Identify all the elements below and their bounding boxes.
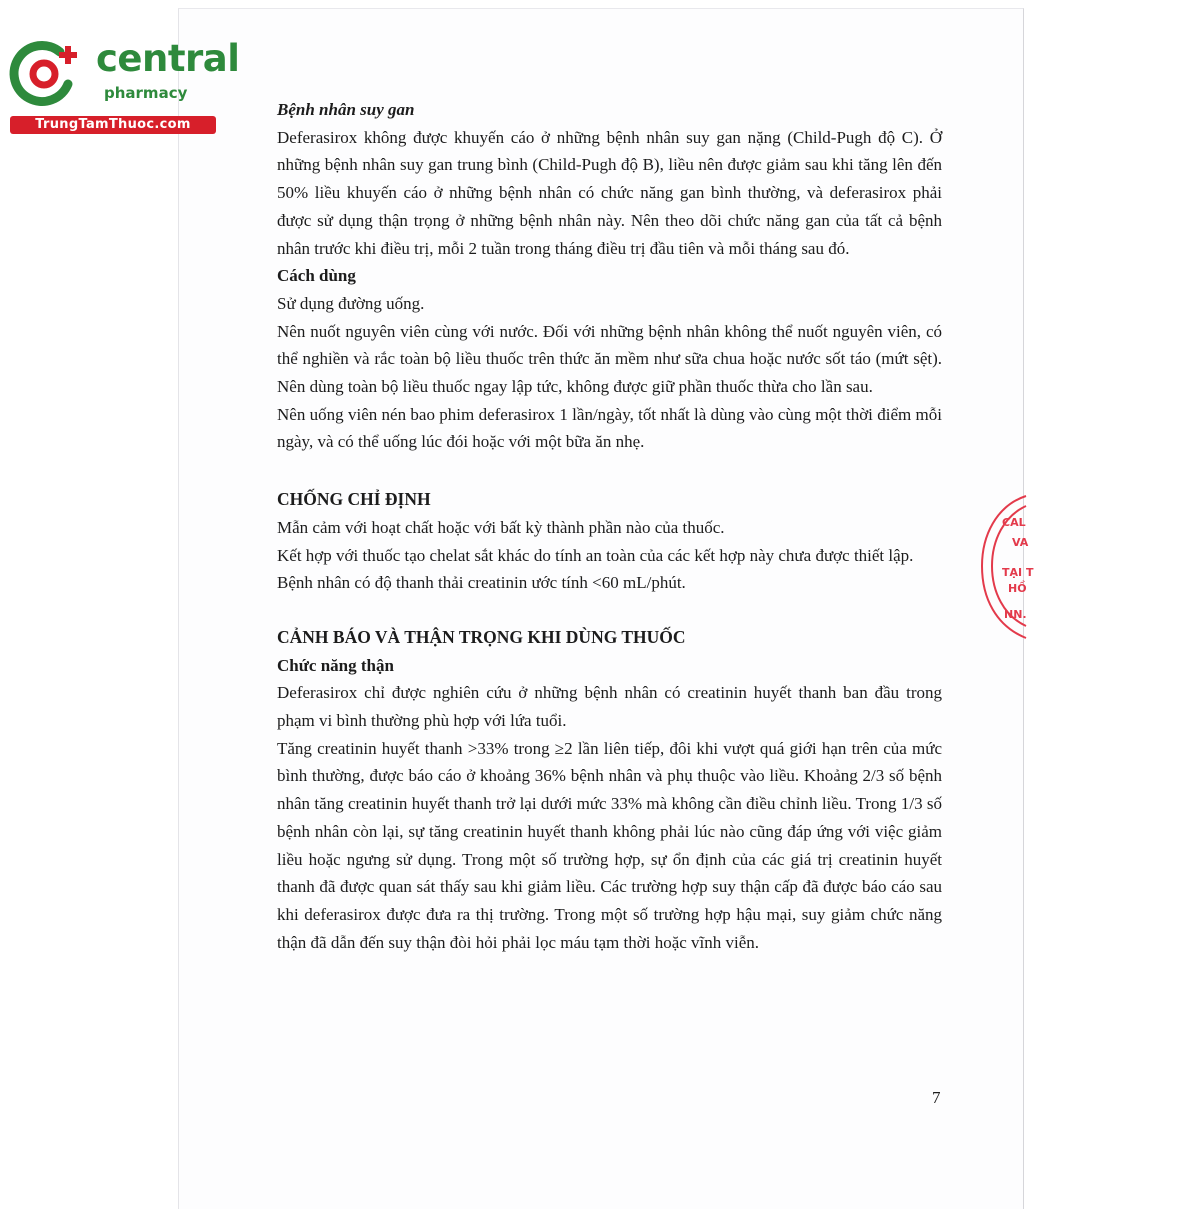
pharmacy-logo[interactable]	[8, 36, 240, 136]
paragraph: Deferasirox không được khuyến cáo ở những bệnh nhân suy gan nặng (Child-Pugh độ C). Ở những bệnh nhân suy gan trung bình (Child-Pugh độ B), liều nên được giảm sau khi tăng lên đến 50% liều khuyến cáo ở những bệnh nhân có chức năng gan bình thường, và deferasirox phải được sử dụng thận trọng ở những bệnh nhân này. Nên theo dõi chức năng gan của tất cả bệnh nhân trước khi điều trị, mỗi 2 tuần trong tháng điều trị đầu tiên và mỗi tháng sau đó.	[277, 127, 942, 258]
logo-subtitle: pharmacy	[104, 84, 188, 102]
stamp-text: VA	[1012, 536, 1029, 549]
subsection-heading-renal: Chức năng thận	[277, 655, 394, 675]
paragraph: Bệnh nhân có độ thanh thải creatinin ước tính <60 mL/phút.	[277, 573, 686, 593]
paragraph: Deferasirox chỉ được nghiên cứu ở những bệnh nhân có creatinin huyết thanh ban đầu trong phạm vi bình thường phù hợp với lứa tuổi.	[277, 683, 942, 731]
logo-brand-name: central	[96, 37, 240, 80]
paragraph: Nên uống viên nén bao phim deferasirox 1 lần/ngày, tốt nhất là dùng vào cùng một thời điểm mỗi ngày, và có thể uống lúc đói hoặc với một bữa ăn nhẹ.	[277, 404, 942, 452]
document-body	[277, 96, 942, 956]
paragraph: Nên nuốt nguyên viên cùng với nước. Đối với những bệnh nhân không thể nuốt nguyên viên, có thể nghiền và rắc toàn bộ liều thuốc trên thức ăn mềm như sữa chua hoặc nước sốt táo (mứt sệt). Nên dùng toàn bộ liều thuốc ngay lập tức, không được giữ phần thuốc thừa cho lần sau.	[277, 321, 942, 397]
stamp-text: CAL	[1002, 516, 1026, 529]
logo-website: TrungTamThuoc.com	[10, 116, 216, 134]
red-stamp-fragment	[978, 492, 1034, 642]
section-heading-warnings: CẢNH BÁO VÀ THẬN TRỌNG KHI DÙNG THUỐC	[277, 626, 686, 647]
section-heading-administration: Cách dùng	[277, 266, 356, 286]
section-heading-contraindications: CHỐNG CHỈ ĐỊNH	[277, 489, 431, 510]
stamp-text: HỒ	[1008, 582, 1027, 595]
paragraph: Mẫn cảm với hoạt chất hoặc với bất kỳ thành phần nào của thuốc.	[277, 517, 725, 537]
section-heading-hepatic: Bệnh nhân suy gan	[277, 100, 415, 119]
paragraph: Sử dụng đường uống.	[277, 293, 425, 313]
paragraph: Kết hợp với thuốc tạo chelat sắt khác do tính an toàn của các kết hợp này chưa được thiết lập.	[277, 545, 914, 565]
stamp-text: NN.	[1004, 608, 1027, 621]
page-number: 7	[932, 1088, 941, 1107]
paragraph: Tăng creatinin huyết thanh >33% trong ≥2 lần liên tiếp, đôi khi vượt quá giới hạn trên của mức bình thường, được báo cáo ở khoảng 36% bệnh nhân và phụ thuộc vào liều. Khoảng 2/3 số bệnh nhân tăng creatinin huyết thanh trở lại dưới mức 33% mà không cần điều chỉnh liều. Trong 1/3 số bệnh nhân còn lại, sự tăng creatinin huyết thanh không phải lúc nào cũng đáp ứng với việc giảm liều hoặc ngưng sử dụng. Trong một số trường hợp, sự ổn định của các giá trị creatinin huyết thanh đã được quan sát thấy sau khi giảm liều. Các trường hợp suy thận cấp đã được báo cáo sau khi deferasirox được đưa ra thị trường. Trong một số trường hợp hậu mại, suy giảm chức năng thận đã dẫn đến suy thận đòi hỏi phải lọc máu tạm thời hoặc vĩnh viễn.	[277, 738, 942, 952]
stamp-text: TẠI T	[1002, 566, 1034, 579]
pharmacy-logo-icon	[10, 38, 88, 108]
